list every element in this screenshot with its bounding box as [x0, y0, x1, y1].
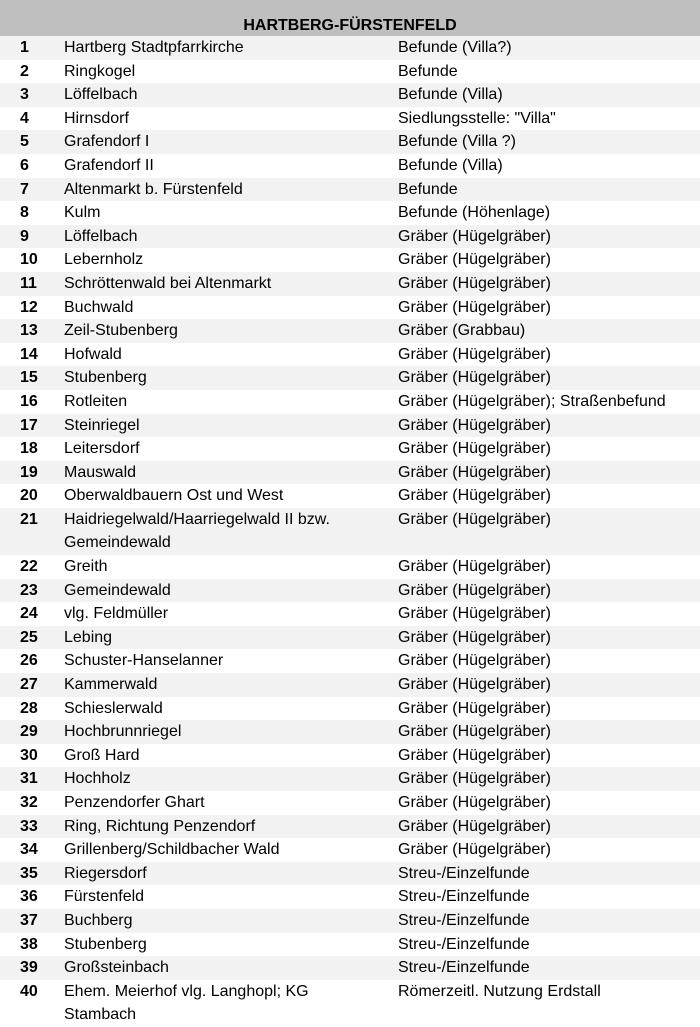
- site-type: Gräber (Hügelgräber): [398, 841, 551, 859]
- row-number: 8: [20, 204, 29, 222]
- site-type: Gräber (Hügelgräber): [398, 723, 551, 741]
- site-name-line: Schuster-Hanselanner: [64, 652, 224, 670]
- site-name: [64, 697, 398, 721]
- table-row: [0, 744, 700, 768]
- table-row: [0, 343, 700, 367]
- row-number: 40: [20, 982, 38, 1000]
- site-type: Gräber (Hügelgräber): [398, 817, 551, 835]
- site-name-line: Zeil-Stubenberg: [64, 322, 178, 340]
- table-title: HARTBERG-FÜRSTENFELD: [0, 0, 700, 36]
- site-type: Streu-/Einzelfunde: [398, 864, 530, 882]
- site-name-line: Fürstenfeld: [64, 888, 145, 906]
- site-type: Befunde: [398, 62, 458, 80]
- row-number: 25: [20, 628, 38, 646]
- table-row: [0, 956, 700, 980]
- site-type: Streu-/Einzelfunde: [398, 959, 530, 977]
- table-row: [0, 980, 700, 1027]
- site-name: [64, 767, 398, 791]
- row-number: 37: [20, 911, 38, 929]
- row-number: 5: [20, 133, 29, 151]
- table-row: [0, 579, 700, 603]
- row-number: 9: [20, 227, 29, 245]
- row-number: 38: [20, 935, 38, 953]
- row-number: 36: [20, 888, 38, 906]
- site-name-line: Grillenberg/Schildbacher Wald: [64, 841, 280, 859]
- table-row: [0, 767, 700, 791]
- site-name-line: Riegersdorf: [64, 864, 147, 882]
- site-name: [64, 626, 398, 650]
- site-type: Gräber (Hügelgräber): [398, 628, 551, 646]
- site-name-line: Kammerwald: [64, 676, 158, 694]
- site-name: [64, 154, 398, 178]
- table-row: [0, 390, 700, 414]
- site-name-line: Ring, Richtung Penzendorf: [64, 817, 256, 835]
- row-number: 34: [20, 841, 38, 859]
- table-row: [0, 933, 700, 957]
- table-row: [0, 36, 700, 60]
- site-name: [64, 272, 398, 296]
- site-name: [64, 225, 398, 249]
- site-type: Gräber (Hügelgräber): [398, 463, 551, 481]
- table-row: [0, 154, 700, 178]
- site-name-line: Löffelbach: [64, 86, 138, 104]
- site-type: Gräber (Hügelgräber): [398, 251, 551, 269]
- site-name-line: Penzendorfer Ghart: [64, 794, 205, 811]
- site-name: [64, 579, 398, 603]
- table-row: [0, 885, 700, 909]
- site-type: Gräber (Hügelgräber): [398, 487, 551, 505]
- site-name-line: Großsteinbach: [64, 959, 169, 977]
- site-name: [64, 319, 398, 343]
- site-name: [64, 720, 398, 744]
- site-name: [64, 933, 398, 957]
- site-name-line: Greith: [64, 558, 108, 576]
- site-name-line: Grafendorf II: [64, 156, 154, 174]
- site-name-line: Hofwald: [64, 345, 122, 363]
- site-name: [64, 815, 398, 839]
- site-name: [64, 437, 398, 461]
- table-row: [0, 272, 700, 296]
- site-name: [64, 885, 398, 909]
- table-row: [0, 60, 700, 84]
- row-number: 6: [20, 156, 29, 174]
- table-row: [0, 508, 700, 555]
- site-type: Befunde (Villa): [398, 86, 503, 104]
- site-name-line: Gemeindewald: [64, 581, 171, 599]
- table-row: [0, 437, 700, 461]
- site-name-line: Hirnsdorf: [64, 109, 129, 127]
- site-name: [64, 296, 398, 320]
- row-number: 33: [20, 817, 38, 835]
- site-name-line: Grafendorf I: [64, 133, 150, 151]
- site-name: [64, 508, 398, 555]
- site-name: [64, 862, 398, 886]
- row-number: 16: [20, 392, 38, 410]
- site-type: Befunde (Villa): [398, 156, 503, 174]
- row-number: 29: [20, 723, 38, 741]
- table-row: [0, 649, 700, 673]
- site-type: Römerzeitl. Nutzung Erdstall: [398, 982, 601, 1000]
- site-name: [64, 980, 398, 1027]
- site-name-line: Buchwald: [64, 298, 134, 316]
- site-name: [64, 36, 398, 60]
- site-name-line: Stubenberg: [64, 369, 147, 387]
- site-type: Befunde (Villa?): [398, 39, 512, 56]
- table-row: [0, 83, 700, 107]
- row-number: 39: [20, 959, 38, 977]
- site-name-line: Ringkogel: [64, 62, 136, 80]
- row-number: 32: [20, 794, 38, 811]
- table-row: [0, 626, 700, 650]
- table-row: [0, 130, 700, 154]
- row-number: 7: [20, 180, 29, 198]
- site-type: Gräber (Hügelgräber); Straßenbefund: [398, 392, 666, 410]
- site-name-line-2: Gemeindewald: [64, 534, 171, 552]
- row-number: 15: [20, 369, 38, 387]
- site-type: Gräber (Hügelgräber): [398, 227, 551, 245]
- table-row: [0, 461, 700, 485]
- site-name-line: Kulm: [64, 204, 101, 222]
- row-number: 12: [20, 298, 38, 316]
- table-row: [0, 862, 700, 886]
- site-name-line: Hochbrunnriegel: [64, 723, 182, 741]
- site-type: Gräber (Hügelgräber): [398, 298, 551, 316]
- site-name-line: Lebing: [64, 628, 113, 646]
- site-name: [64, 791, 398, 815]
- site-name-line: Rotleiten: [64, 392, 128, 410]
- site-type: Gräber (Hügelgräber): [398, 345, 551, 363]
- table-row: [0, 414, 700, 438]
- row-number: 35: [20, 864, 38, 882]
- row-number: 18: [20, 440, 38, 458]
- site-type: Gräber (Hügelgräber): [398, 770, 551, 788]
- table-row: [0, 296, 700, 320]
- site-type: Gräber (Hügelgräber): [398, 510, 551, 528]
- site-type: Streu-/Einzelfunde: [398, 935, 530, 953]
- row-number: 2: [20, 62, 29, 80]
- table-row: [0, 602, 700, 626]
- row-number: 10: [20, 251, 38, 269]
- site-type: Streu-/Einzelfunde: [398, 888, 530, 906]
- site-name-line: Löffelbach: [64, 227, 138, 245]
- site-name: [64, 60, 398, 84]
- site-name: [64, 673, 398, 697]
- row-number: 3: [20, 86, 29, 104]
- site-name-line: Altenmarkt b. Fürstenfeld: [64, 180, 243, 198]
- site-type: Befunde: [398, 180, 458, 198]
- table-row: [0, 815, 700, 839]
- site-name-line: Buchberg: [64, 911, 133, 929]
- row-number: 20: [20, 487, 38, 505]
- table-row: [0, 107, 700, 131]
- row-number: 17: [20, 416, 38, 434]
- site-name: [64, 201, 398, 225]
- site-name: [64, 484, 398, 508]
- table-row: [0, 484, 700, 508]
- site-name-line: Leitersdorf: [64, 440, 140, 458]
- site-type: Gräber (Hügelgräber): [398, 605, 551, 623]
- site-name: [64, 838, 398, 862]
- row-number: 30: [20, 746, 38, 764]
- row-number: 14: [20, 345, 38, 363]
- site-name: [64, 956, 398, 980]
- site-type: Gräber (Hügelgräber): [398, 676, 551, 694]
- site-type: Befunde (Villa ?): [398, 133, 516, 151]
- site-name: [64, 343, 398, 367]
- site-name-line: vlg. Feldmüller: [64, 605, 169, 623]
- table-row: [0, 201, 700, 225]
- site-name: [64, 461, 398, 485]
- row-number: 4: [20, 109, 29, 127]
- site-type: Befunde (Höhenlage): [398, 204, 551, 222]
- table-row: [0, 720, 700, 744]
- site-name: [64, 602, 398, 626]
- site-type: Gräber (Hügelgräber): [398, 440, 551, 458]
- site-type: Gräber (Hügelgräber): [398, 794, 551, 811]
- row-number: 22: [20, 558, 38, 576]
- site-name: [64, 130, 398, 154]
- row-number: 24: [20, 605, 38, 623]
- site-name: [64, 414, 398, 438]
- table-row: [0, 248, 700, 272]
- site-name: [64, 909, 398, 933]
- site-name: [64, 248, 398, 272]
- table-row: [0, 791, 700, 815]
- site-name: [64, 107, 398, 131]
- site-type: Siedlungsstelle: "Villa": [398, 109, 556, 127]
- table-body: [0, 36, 700, 1027]
- site-name-line: Ehem. Meierhof vlg. Langhopl; KG: [64, 982, 309, 1000]
- row-number: 31: [20, 770, 38, 788]
- site-type: Gräber (Hügelgräber): [398, 581, 551, 599]
- site-name-line-2: Stambach: [64, 1006, 137, 1024]
- site-type: Gräber (Hügelgräber): [398, 558, 551, 576]
- site-type: Gräber (Hügelgräber): [398, 652, 551, 670]
- table-row: [0, 909, 700, 933]
- row-number: 13: [20, 322, 38, 340]
- table-row: [0, 555, 700, 579]
- table-row: [0, 697, 700, 721]
- site-type: Streu-/Einzelfunde: [398, 911, 530, 929]
- row-number: 26: [20, 652, 38, 670]
- site-name-line: Stubenberg: [64, 935, 147, 953]
- site-name-line: Groß Hard: [64, 746, 140, 764]
- site-name-line: Lebernholz: [64, 251, 144, 269]
- table-row: [0, 319, 700, 343]
- table-row: [0, 225, 700, 249]
- site-name: [64, 178, 398, 202]
- site-name-line: Schieslerwald: [64, 699, 163, 717]
- site-name: [64, 366, 398, 390]
- row-number: 21: [20, 510, 38, 528]
- site-name-line: Mauswald: [64, 463, 137, 481]
- site-name: [64, 555, 398, 579]
- site-name-line: Schröttenwald bei Altenmarkt: [64, 274, 272, 292]
- row-number: 28: [20, 699, 38, 717]
- site-name: [64, 83, 398, 107]
- table-row: [0, 838, 700, 862]
- row-number: 27: [20, 676, 38, 694]
- site-name-line: Steinriegel: [64, 416, 140, 434]
- site-name: [64, 744, 398, 768]
- site-type: Gräber (Hügelgräber): [398, 746, 551, 764]
- row-number: 19: [20, 463, 38, 481]
- site-name-line: Oberwaldbauern Ost und West: [64, 487, 284, 505]
- site-name: [64, 649, 398, 673]
- row-number: 1: [20, 39, 29, 56]
- site-name-line: Haidriegelwald/Haarriegelwald II bzw.: [64, 510, 330, 528]
- site-name-line: Hochholz: [64, 770, 131, 788]
- table-row: [0, 178, 700, 202]
- row-number: 11: [20, 274, 37, 292]
- site-type: Gräber (Hügelgräber): [398, 369, 551, 387]
- site-type: Gräber (Hügelgräber): [398, 416, 551, 434]
- site-type: Gräber (Hügelgräber): [398, 274, 551, 292]
- site-name: [64, 390, 398, 414]
- row-number: 23: [20, 581, 38, 599]
- site-name-line: Hartberg Stadtpfarrkirche: [64, 39, 244, 56]
- site-type: Gräber (Grabbau): [398, 322, 526, 340]
- table-row: [0, 673, 700, 697]
- site-type: Gräber (Hügelgräber): [398, 699, 551, 717]
- table-row: [0, 366, 700, 390]
